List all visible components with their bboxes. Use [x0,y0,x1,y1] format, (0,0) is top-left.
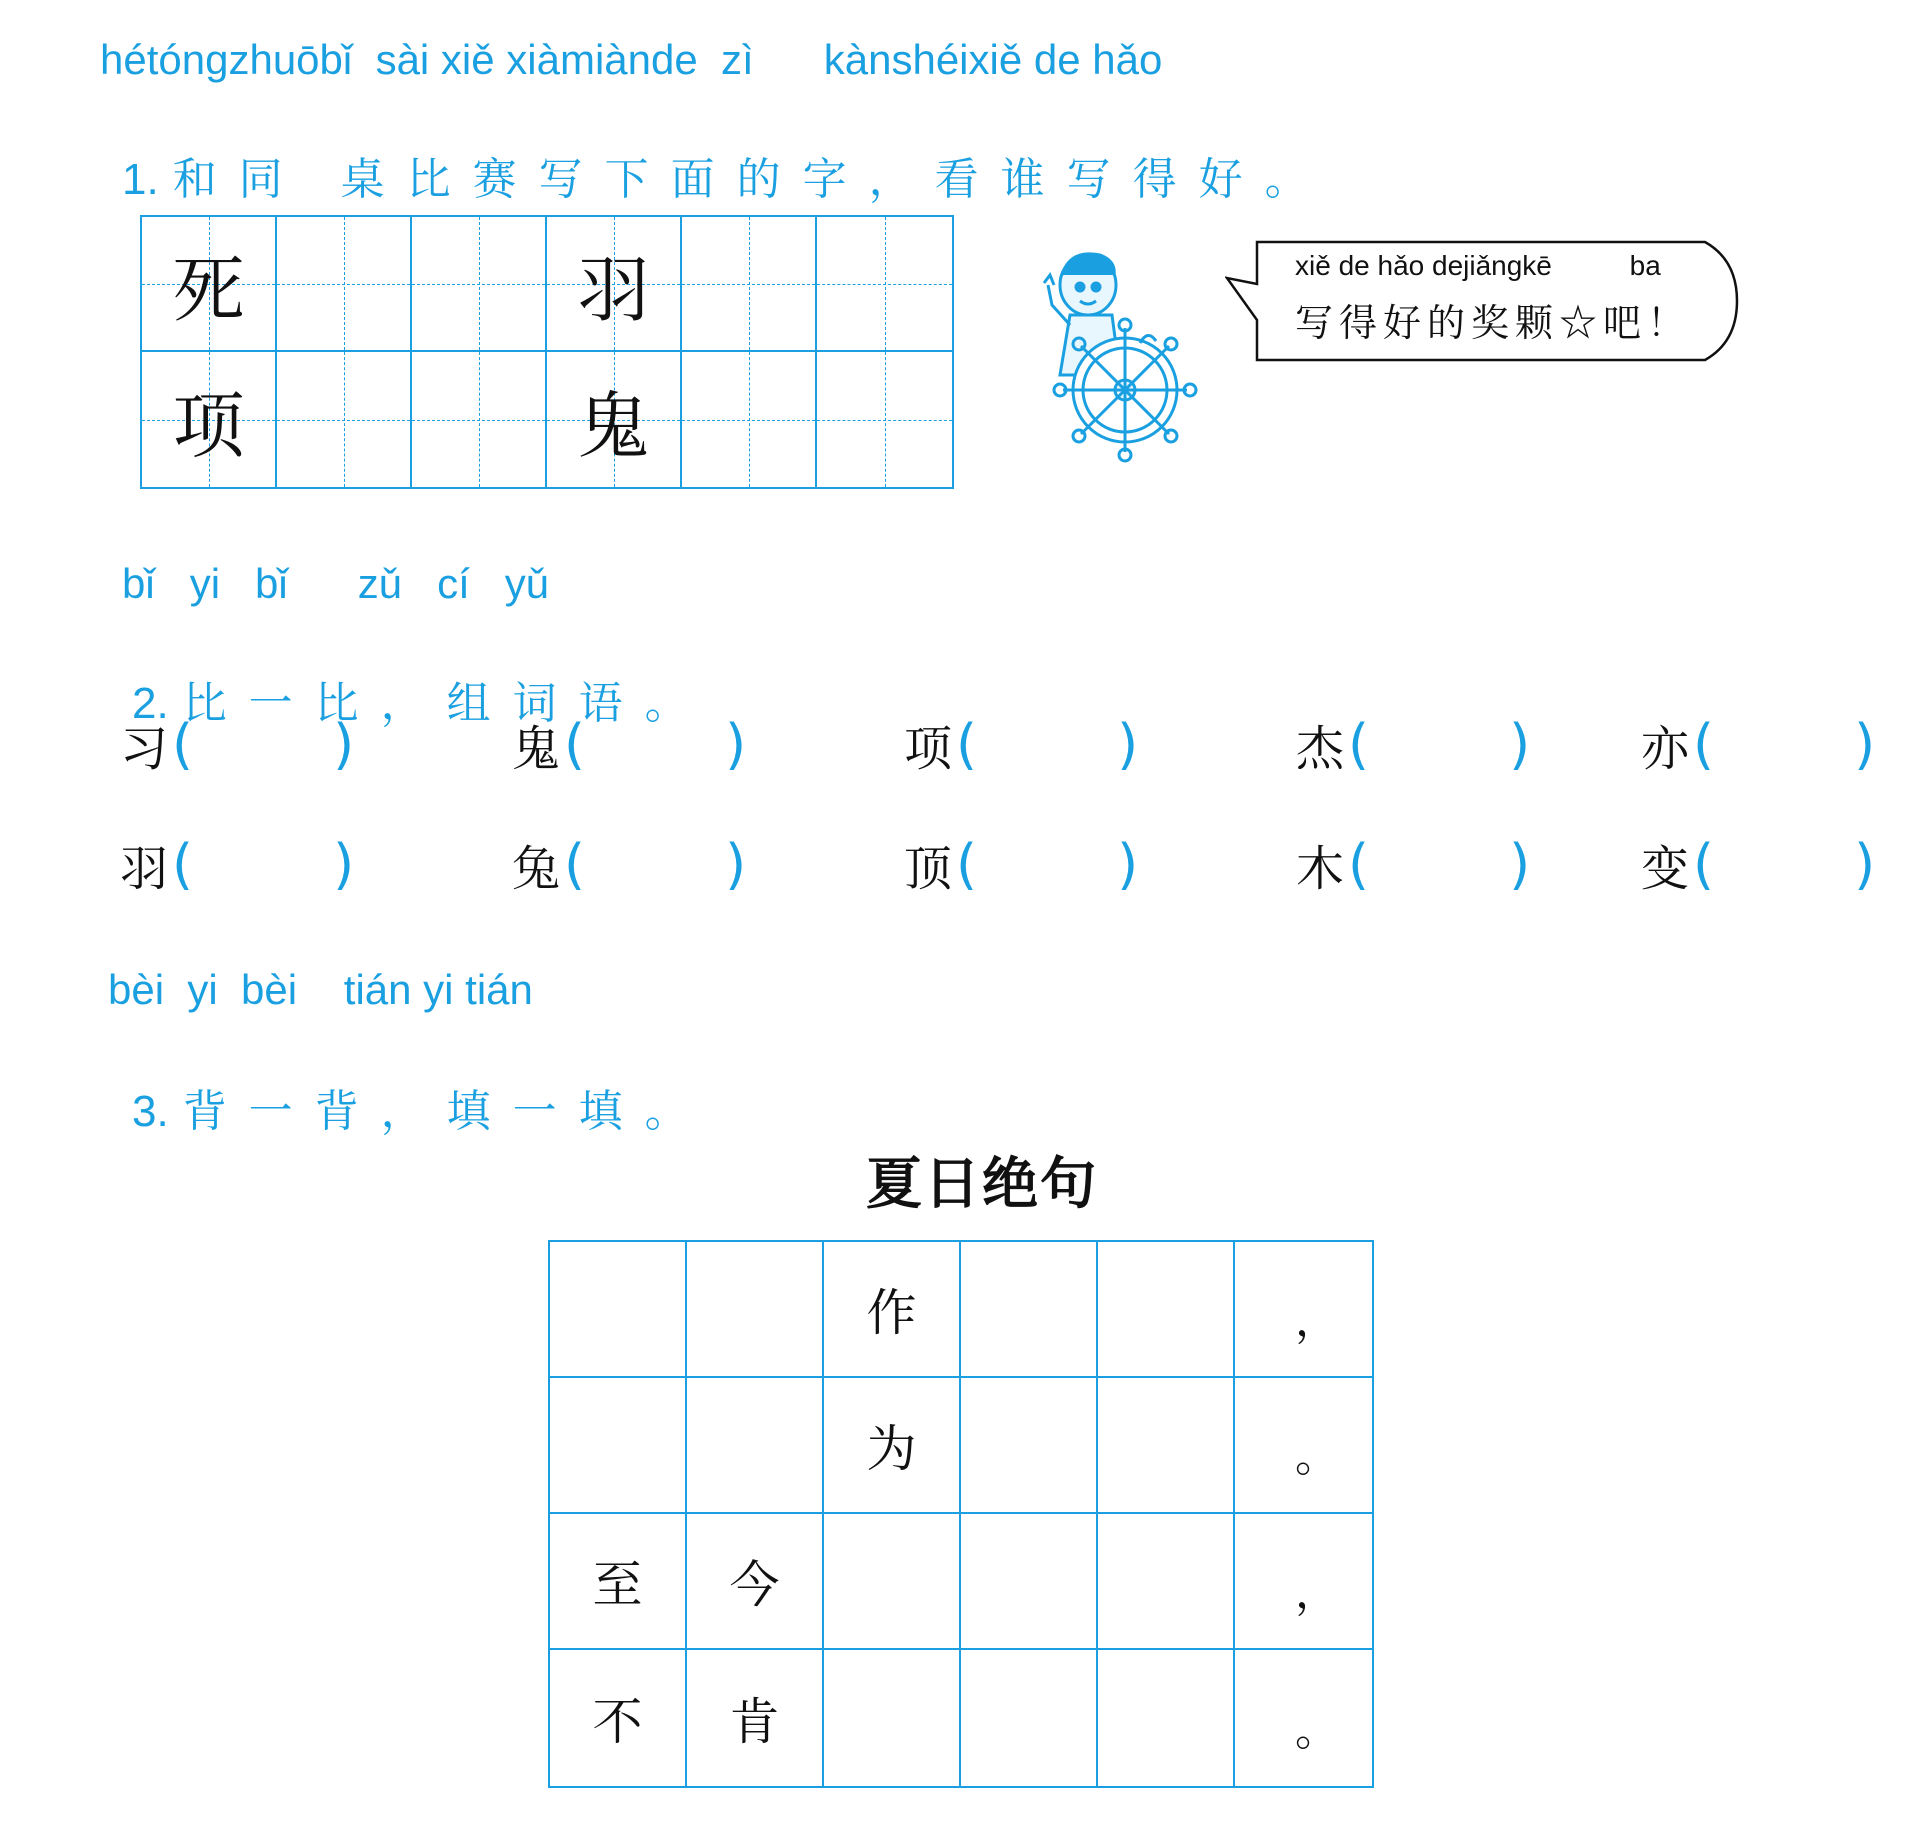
word-item: 亦 ( ) [1641,713,1876,777]
poem-cell: 不 [550,1650,687,1786]
grid-cell[interactable] [682,352,817,487]
grid-row [142,217,952,352]
poem-cell[interactable] [1098,1242,1235,1378]
poem-cell[interactable] [961,1650,1098,1786]
section2-number: 2. [131,679,169,728]
poem-cell[interactable] [961,1514,1098,1650]
poem-cell[interactable] [824,1514,961,1650]
word-row-2 [120,830,1901,899]
word-item: 鬼 ( ) [512,713,747,777]
poem-cell[interactable] [961,1242,1098,1378]
section1-number: 1. [121,155,159,204]
grid-cell[interactable] [817,352,952,487]
poem-row [550,1378,1372,1514]
section3-pinyin: bèi yi bèi tián yi tián [108,966,533,1013]
grid-cell[interactable] [682,217,817,352]
word-item: 项 ( ) [904,713,1139,777]
bubble-text: 写得好的奖颗☆吧！ [1295,301,1692,345]
poem-fill-grid [548,1240,1374,1788]
poem-cell-punctuation: 。 [1295,1705,1339,1756]
poem-cell: 至 [550,1514,687,1650]
poem-cell[interactable] [687,1242,824,1378]
word-item: 变 ( ) [1641,833,1876,897]
grid-cell[interactable] [817,217,952,352]
poem-cell-punctuation: ， [1235,1242,1372,1378]
writing-practice-grid [140,215,954,489]
sailor-boy-illustration [1030,245,1230,485]
grid-cell[interactable]: 死 [142,217,277,352]
section1-pinyin: hétóngzhuōbǐ sài xiě xiàmiànde zì kànshéixiě de hǎo [100,36,1163,83]
poem-cell-punctuation: ， [1235,1514,1372,1650]
poem-cell[interactable] [961,1378,1098,1514]
word-item: 兔 ( ) [512,833,747,897]
poem-cell: 为 [824,1378,961,1514]
poem-cell: 肯 [687,1650,824,1786]
poem-cell[interactable] [1098,1514,1235,1650]
grid-cell[interactable]: 羽 [547,217,682,352]
poem-cell: 作 [824,1242,961,1378]
poem-cell[interactable] [824,1650,961,1786]
grid-cell[interactable] [277,217,412,352]
poem-row [550,1650,1372,1786]
poem-cell[interactable] [1098,1650,1235,1786]
poem-cell-punctuation: 。 [1235,1378,1372,1514]
section1-heading-text: 和同 桌比赛写下面的字，看谁写得好。 [172,154,1331,205]
section3-number: 3. [131,1087,169,1136]
grid-row [142,352,952,487]
word-item: 顶 ( ) [904,833,1139,897]
poem-row [550,1242,1372,1378]
poem-row [550,1514,1372,1650]
grid-cell[interactable] [412,217,547,352]
section2-heading-text: 比一比，组词语。 [182,678,711,729]
poem-cell: 今 [687,1514,824,1650]
poem-cell[interactable] [550,1242,687,1378]
poem-cell[interactable] [550,1378,687,1514]
grid-cell[interactable]: 鬼 [547,352,682,487]
grid-cell[interactable]: 项 [142,352,277,487]
word-row-1 [120,710,1901,779]
section3-heading [60,1024,711,1139]
word-item: 羽 ( ) [120,833,355,897]
poem-title: 夏日绝句 [866,1152,1098,1217]
poem-cell[interactable] [687,1378,824,1514]
speech-bubble [1255,240,1745,360]
poem-cell[interactable] [1098,1378,1235,1514]
section3-heading-text: 背一背，填一填。 [182,1086,711,1137]
grid-cell[interactable] [277,352,412,487]
bubble-pinyin: xiě de hǎo dejiǎngkē ba [1295,250,1661,281]
word-item: 习 ( ) [120,713,355,777]
section1-heading [50,92,1331,207]
word-item: 杰 ( ) [1296,713,1531,777]
word-item: 木 ( ) [1296,833,1531,897]
section2-pinyin: bǐ yi bǐ zǔ cí yǔ [122,560,550,607]
grid-cell[interactable] [412,352,547,487]
